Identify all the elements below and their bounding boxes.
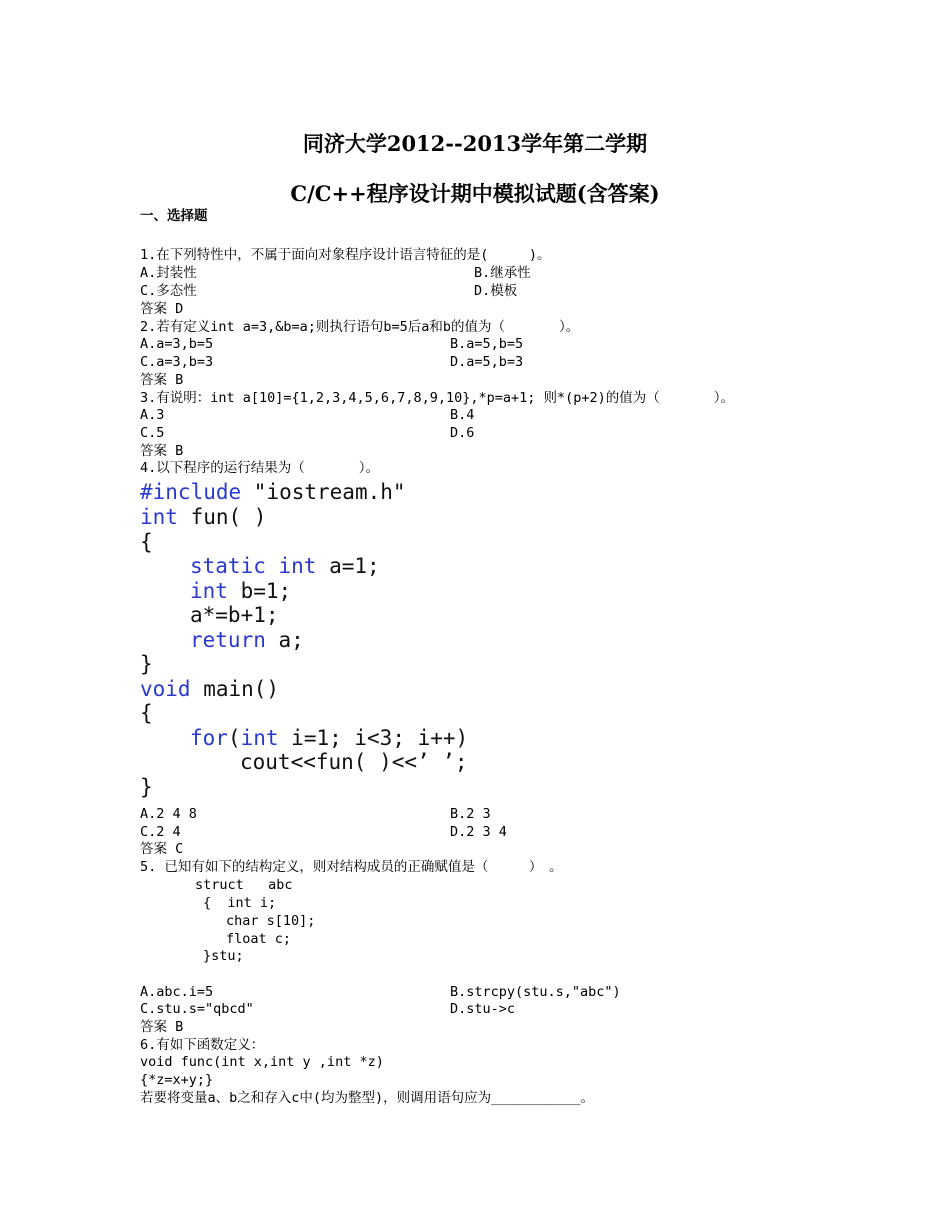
question-2-option-b: B.a=5,b=5 [450,336,524,352]
question-4-option-b: B.2 3 [450,806,491,822]
question-3-option-b: B.4 [450,407,475,423]
document-subtitle: C/C++程序设计期中模拟试题(含答案) [290,181,660,206]
struct-line: { int i; [203,895,277,911]
code-line: static int a=1; [190,554,380,578]
code-line: void main() [140,677,280,701]
code-line: } [140,775,153,799]
code-line: int b=1; [190,579,292,603]
question-5-option-a: A.abc.i=5 [140,984,214,1000]
code-line: int fun( ) [140,505,267,529]
question-1-option-b: B.继承性 [474,265,531,281]
question-5-option-d: D.stu->c [450,1001,516,1017]
question-2-option-c: C.a=3,b=3 [140,354,214,370]
function-definition-line: {*z=x+y;} [140,1072,214,1088]
code-line: } [140,652,153,676]
code-line: { [140,530,153,554]
question-1-option-a: A.封装性 [140,265,197,281]
question-5-stem: 5. 已知有如下的结构定义，则对结构成员的正确赋值是（ ） 。 [140,859,563,875]
question-6-prompt: 若要将变量a、b之和存入c中(均为整型)，则调用语句应为___________。 [140,1090,595,1106]
struct-line: float c; [226,931,292,947]
question-2-option-a: A.a=3,b=5 [140,336,214,352]
question-1-option-d: D.模板 [474,283,518,299]
struct-line: struct abc [195,877,293,893]
question-3-option-c: C.5 [140,425,165,441]
question-1-answer: 答案 D [140,301,184,317]
question-5-answer: 答案 B [140,1019,184,1035]
question-4-option-d: D.2 3 4 [450,824,507,840]
question-3-stem: 3.有说明：int a[10]={1,2,3,4,5,6,7,8,9,10},*p=a+1; 则*(p+2)的值为（ ）。 [140,390,735,406]
code-line: { [140,701,153,725]
question-5-option-b: B.strcpy(stu.s,"abc") [450,984,621,1000]
code-line: cout<<fun( )<<’ ’; [240,750,468,774]
document-title: 同济大学2012--2013学年第二学期 [302,131,648,156]
question-4-option-a: A.2 4 8 [140,806,197,822]
question-2-answer: 答案 B [140,372,184,388]
question-3-option-a: A.3 [140,407,165,423]
question-3-option-d: D.6 [450,425,475,441]
question-3-answer: 答案 B [140,443,184,459]
question-6-stem: 6.有如下函数定义： [140,1037,265,1053]
code-line: return a; [190,628,304,652]
question-2-option-d: D.a=5,b=3 [450,354,524,370]
code-line: a*=b+1; [190,603,279,627]
question-4-answer: 答案 C [140,841,184,857]
question-4-stem: 4.以下程序的运行结果为（ ）。 [140,460,380,476]
question-1-stem: 1.在下列特性中，不属于面向对象程序设计语言特征的是( )。 [140,247,551,263]
function-definition-line: void func(int x,int y ,int *z) [140,1054,384,1070]
question-2-stem: 2.若有定义int a=3,&b=a;则执行语句b=5后a和b的值为（ ）。 [140,319,580,335]
question-5-option-c: C.stu.s="qbcd" [140,1001,254,1017]
code-line: #include "iostream.h" [140,480,406,504]
code-line: for(int i=1; i<3; i++) [190,726,469,750]
question-1-option-c: C.多态性 [140,283,197,299]
struct-line: }stu; [203,948,244,964]
section-heading: 一、选择题 [140,208,208,224]
struct-line: char s[10]; [226,913,316,929]
question-4-option-c: C.2 4 [140,824,181,840]
